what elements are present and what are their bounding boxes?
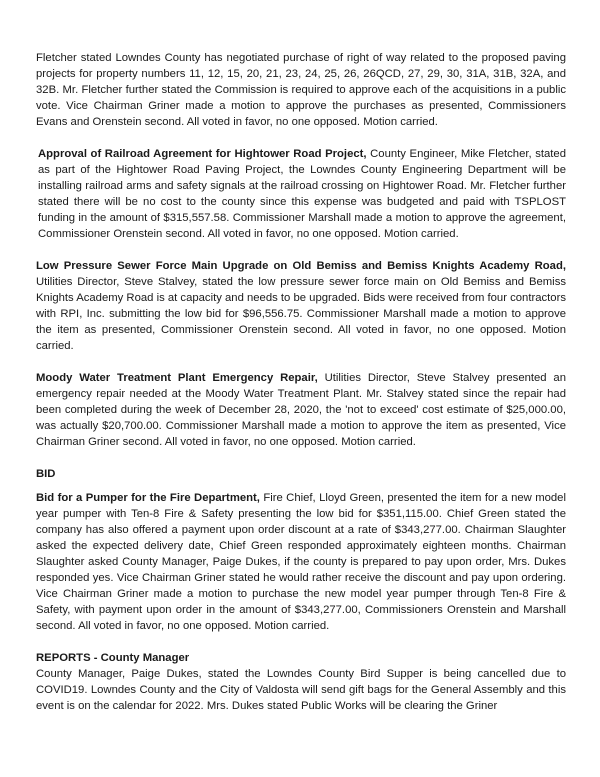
item-title-sewer-force-main: Low Pressure Sewer Force Main Upgrade on Old Bemiss and Bemiss Knights Academy Road,	[36, 260, 566, 272]
paragraph-water-plant-repair	[36, 370, 566, 450]
section-heading-reports: REPORTS - County Manager	[36, 652, 190, 664]
item-body-sewer-force-main: Utilities Director, Steve Stalvey, stated the low pressure sewer force main on Old Bemiss and Bemiss Knights Academy Road is at capacity and needs to be upgraded. Bids were received from four contractors with RPI, Inc. submitting the low bid for $96,556.75. Commissioner Marshall made a motion to approve the item as presented, Commissioner Orenstein second. All voted in favor, no one opposed. Motion carried.	[36, 276, 566, 352]
paragraph-fire-pumper	[36, 490, 566, 634]
item-title-fire-pumper: Bid for a Pumper for the Fire Department,	[36, 492, 260, 504]
item-body-water-plant-repair: Utilities Director, Steve Stalvey presented an emergency repair needed at the Moody Water Treatment Plant. Mr. Stalvey stated since the repair had been completed during the week of December 28, 2020, the 'not to exceed' cost estimate of $25,000.00, was actually $20,700.00. Commissioner Marshall made a motion to approve the item as presented, Vice Chairman Griner second. All voted in favor, no one opposed. Motion carried.	[36, 372, 566, 448]
item-body-railroad-agreement: County Engineer, Mike Fletcher, stated as part of the Hightower Road Paving Project, the Lowndes County Engineering Department will be installing railroad arms and safety signals at the railroad crossing on Hightower Road. Mr. Fletcher further stated there will be no cost to the county since this expense was budgeted and paid with TSPLOST funding in the amount of $315,557.58. Commissioner Marshall made a motion to approve the agreement, Commissioner Orenstein second. All voted in favor, no one opposed. Motion carried.	[38, 148, 566, 240]
paragraph-county-manager-report: County Manager, Paige Dukes, stated the Lowndes County Bird Supper is being cancelled due to COVID19. Lowndes County and the City of Valdosta will send gift bags for the General Assembly and this event is on the calendar for 2022. Mrs. Dukes stated Public Works will be clearing the Griner	[36, 668, 566, 712]
paragraph-railroad-agreement	[36, 146, 566, 242]
paragraph-right-of-way: Fletcher stated Lowndes County has negotiated purchase of right of way related to the proposed paving projects for property numbers 11, 12, 15, 20, 21, 23, 24, 25, 26, 26QCD, 27, 29, 30, 31A, 31B, 32A, and 32B. Mr. Fletcher further stated the Commission is required to approve each of the acquisitions in a public vote. Vice Chairman Griner made a motion to approve the purchases as presented, Commissioners Evans and Orenstein second. All voted in favor, no one opposed. Motion carried.	[36, 52, 566, 128]
paragraph-sewer-force-main	[36, 258, 566, 354]
minutes-page	[36, 50, 566, 730]
item-body-fire-pumper: Fire Chief, Lloyd Green, presented the item for a new model year pumper with Ten-8 Fire & Safety presenting the low bid for $351,115.00. Chief Green stated the company has also offered a payment upon order discount at a rate of $343,277.00. Chairman Slaughter asked the expected delivery date, Chief Green responded approximately eighteen months. Chairman Slaughter asked County Manager, Paige Dukes, if the county is prepared to pay upon order, Mrs. Dukes responded yes. Vice Chairman Griner stated he would rather receive the discount and pay upon ordering. Vice Chairman Griner made a motion to purchase the new model year pumper through Ten-8 Fire & Safety, with payment upon order in the amount of $343,277.00, Commissioners Orenstein and Marshall second. All voted in favor, no one opposed. Motion carried.	[36, 492, 566, 632]
item-title-railroad-agreement: Approval of Railroad Agreement for Hightower Road Project,	[38, 148, 367, 160]
section-heading-bid: BID	[36, 468, 56, 480]
item-title-water-plant-repair: Moody Water Treatment Plant Emergency Repair,	[36, 372, 318, 384]
